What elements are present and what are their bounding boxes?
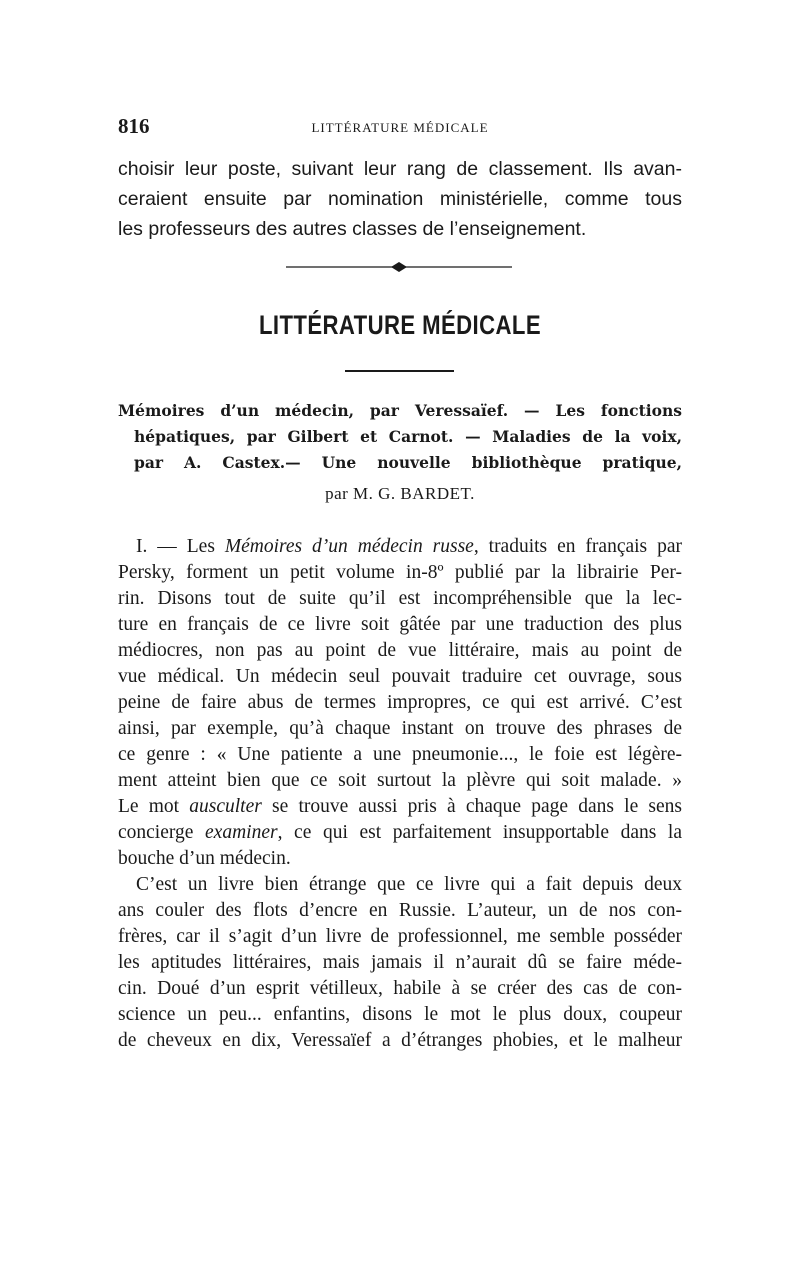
intro-line: choisir leur poste, suivant leur rang de classement. Ils avan- [118, 158, 682, 180]
paragraph-2 [118, 872, 682, 1054]
summary-line: Mémoires d’un médecin, par Veressaïef. — Les fonctions [118, 401, 682, 420]
body-line: les aptitudes littéraires, mais jamais il n’aurait dû se faire méde- [118, 952, 682, 973]
body-line [118, 794, 682, 820]
body-line: ture en français de ce livre soit gâtée par une traduction des plus [118, 614, 682, 635]
body-line [118, 534, 682, 560]
body-line: ainsi, par exemple, qu’à chaque instant on trouve des phrases de [118, 718, 682, 739]
byline: par M. G. BARDET. [325, 484, 475, 503]
body-line [118, 820, 682, 846]
body-line: de cheveux en dix, Veressaïef a d’étranges phobies, et le malheur [118, 1030, 682, 1051]
ornamental-divider [286, 260, 512, 274]
body-line: médiocres, non pas au point de vue littéraire, mais au point de [118, 640, 682, 661]
section-title: LITTÉRATURE MÉDICALE [258, 310, 542, 340]
body-text-segment: Le mot [118, 796, 190, 817]
body-text-segment: concierge [118, 822, 206, 843]
body-line: C’est un livre bien étrange que ce livre qui a fait depuis deux [136, 874, 682, 895]
page-number: 816 [118, 114, 150, 138]
intro-line: ceraient ensuite par nomination ministérielle, comme tous [118, 188, 682, 210]
body-line: frères, car il s’agit d’un livre de professionnel, me semble posséder [118, 926, 682, 947]
body-line: ment atteint bien que ce soit surtout la plèvre qui soit malade. » [118, 770, 682, 791]
paragraph-1 [118, 534, 682, 872]
article-body [118, 534, 682, 1054]
italic-title: Mémoires d’un médecin russe [224, 536, 474, 557]
body-line: rin. Disons tout de suite qu’il est incompréhensible que la lec- [118, 588, 682, 609]
title-rule [345, 370, 454, 372]
page-header [118, 114, 682, 144]
italic-title: ausculter [189, 796, 262, 817]
summary-line: hépatiques, par Gilbert et Carnot. — Maladies de la voix, [134, 427, 682, 446]
body-text-segment: I. — Les [136, 536, 225, 557]
article-summary [118, 398, 682, 476]
body-line: Persky, forment un petit volume in-8º publié par la librairie Per- [118, 562, 682, 583]
body-line: bouche d’un médecin. [118, 848, 291, 869]
body-line: peine de faire abus de termes impropres, ce qui est arrivé. C’est [118, 692, 682, 713]
body-line: science un peu... enfantins, disons le mot le plus doux, coupeur [118, 1004, 682, 1025]
italic-title: examiner [205, 822, 278, 843]
summary-line: par A. Castex.— Une nouvelle bibliothèque pratique, [134, 453, 682, 472]
body-line: cin. Doué d’un esprit vétilleux, habile à se créer des cas de con- [118, 978, 682, 999]
body-text-segment: , traduits en français par [473, 536, 682, 557]
intro-paragraph [118, 154, 682, 244]
body-text-segment: , ce qui est parfaitement insupportable dans la [277, 822, 682, 843]
body-line: vue médical. Un médecin seul pouvait traduire cet ouvrage, sous [118, 666, 682, 687]
body-line: ce genre : « Une patiente a une pneumonie..., le foie est légère- [118, 744, 682, 765]
running-head: LITTÉRATURE MÉDICALE [311, 120, 489, 135]
intro-line: les professeurs des autres classes de l’enseignement. [118, 218, 587, 240]
body-text-segment: se trouve aussi pris à chaque page dans le sens [261, 796, 683, 817]
body-line: ans couler des flots d’encre en Russie. L’auteur, un de nos con- [118, 900, 682, 921]
